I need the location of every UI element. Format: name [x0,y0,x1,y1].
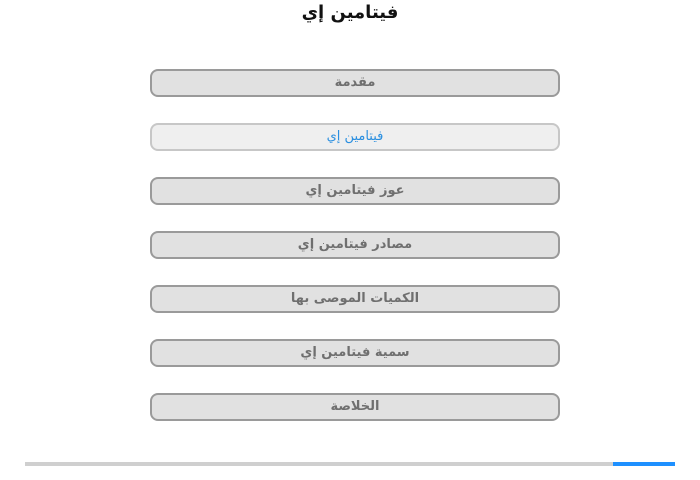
progress-bar-fill [613,462,675,466]
page-title: فيتامين إي [301,2,399,23]
menu-item-vitamin-e-deficiency[interactable]: عوز فيتامين إي [150,177,560,205]
menu-item-conclusion[interactable]: الخلاصة [150,393,560,421]
progress-bar [25,462,675,466]
section-menu [150,69,560,447]
menu-item-recommended-amounts[interactable]: الكميات الموصى بها [150,285,560,313]
menu-item-introduction[interactable]: مقدمة [150,69,560,97]
menu-item-vitamin-e-toxicity[interactable]: سمية فيتامين إي [150,339,560,367]
menu-item-vitamin-e-sources[interactable]: مصادر فيتامين إي [150,231,560,259]
menu-item-vitamin-e[interactable]: فيتامين إي [150,123,560,151]
